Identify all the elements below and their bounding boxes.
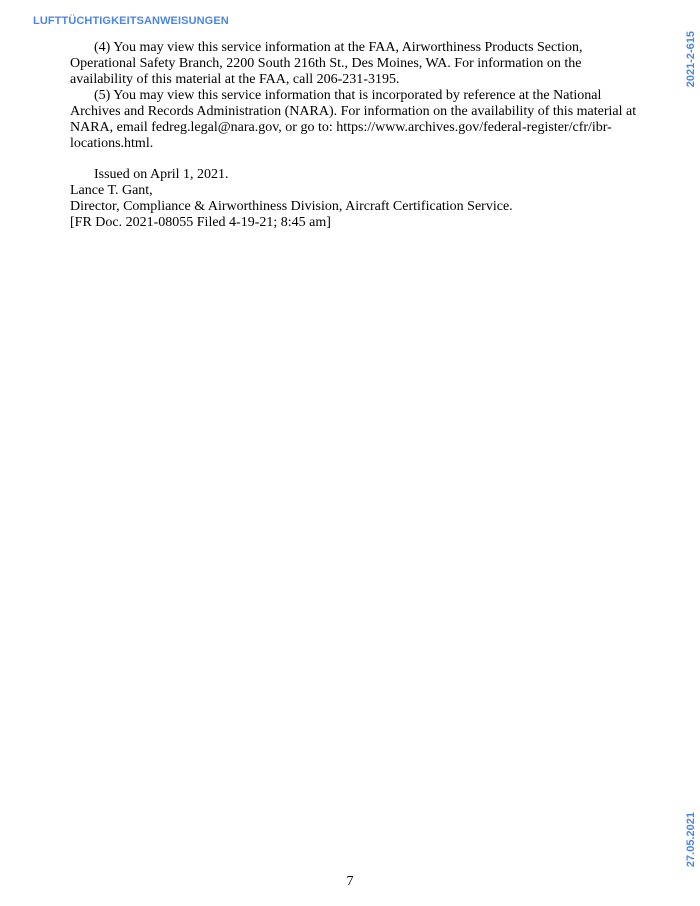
- issued-date: Issued on April 1, 2021.: [94, 167, 229, 182]
- fr-doc-reference: [FR Doc. 2021-08055 Filed 4-19-21; 8:45 am]: [70, 215, 331, 230]
- document-header-title: LUFTTÜCHTIGKEITSANWEISUNGEN: [33, 15, 229, 27]
- document-reference-number: 2021-2-615: [685, 31, 697, 88]
- signatory-title: Director, Compliance & Airworthiness Division, Aircraft Certification Service.: [70, 199, 513, 214]
- signature-block: [70, 167, 640, 231]
- paragraph-4: (4) You may view this service information at the FAA, Airworthiness Products Section, Operational Safety Branch, 2200 South 216th St., Des Moines, WA. For information on the availability of this material at the FAA, call 206-231-3195.: [70, 40, 583, 87]
- document-body: [70, 40, 640, 152]
- paragraph-5: (5) You may view this service information that is incorporated by reference at the National Archives and Records Administration (NARA). For information on the availability of this material at NARA, email fedreg.legal@nara.gov, or go to: https://www.archives.gov/federal-register/cfr/ibr-locations.html.: [70, 88, 637, 151]
- signatory-name: Lance T. Gant,: [70, 183, 153, 198]
- page-number: 7: [346, 874, 354, 889]
- document-date: 27.05.2021: [685, 812, 697, 868]
